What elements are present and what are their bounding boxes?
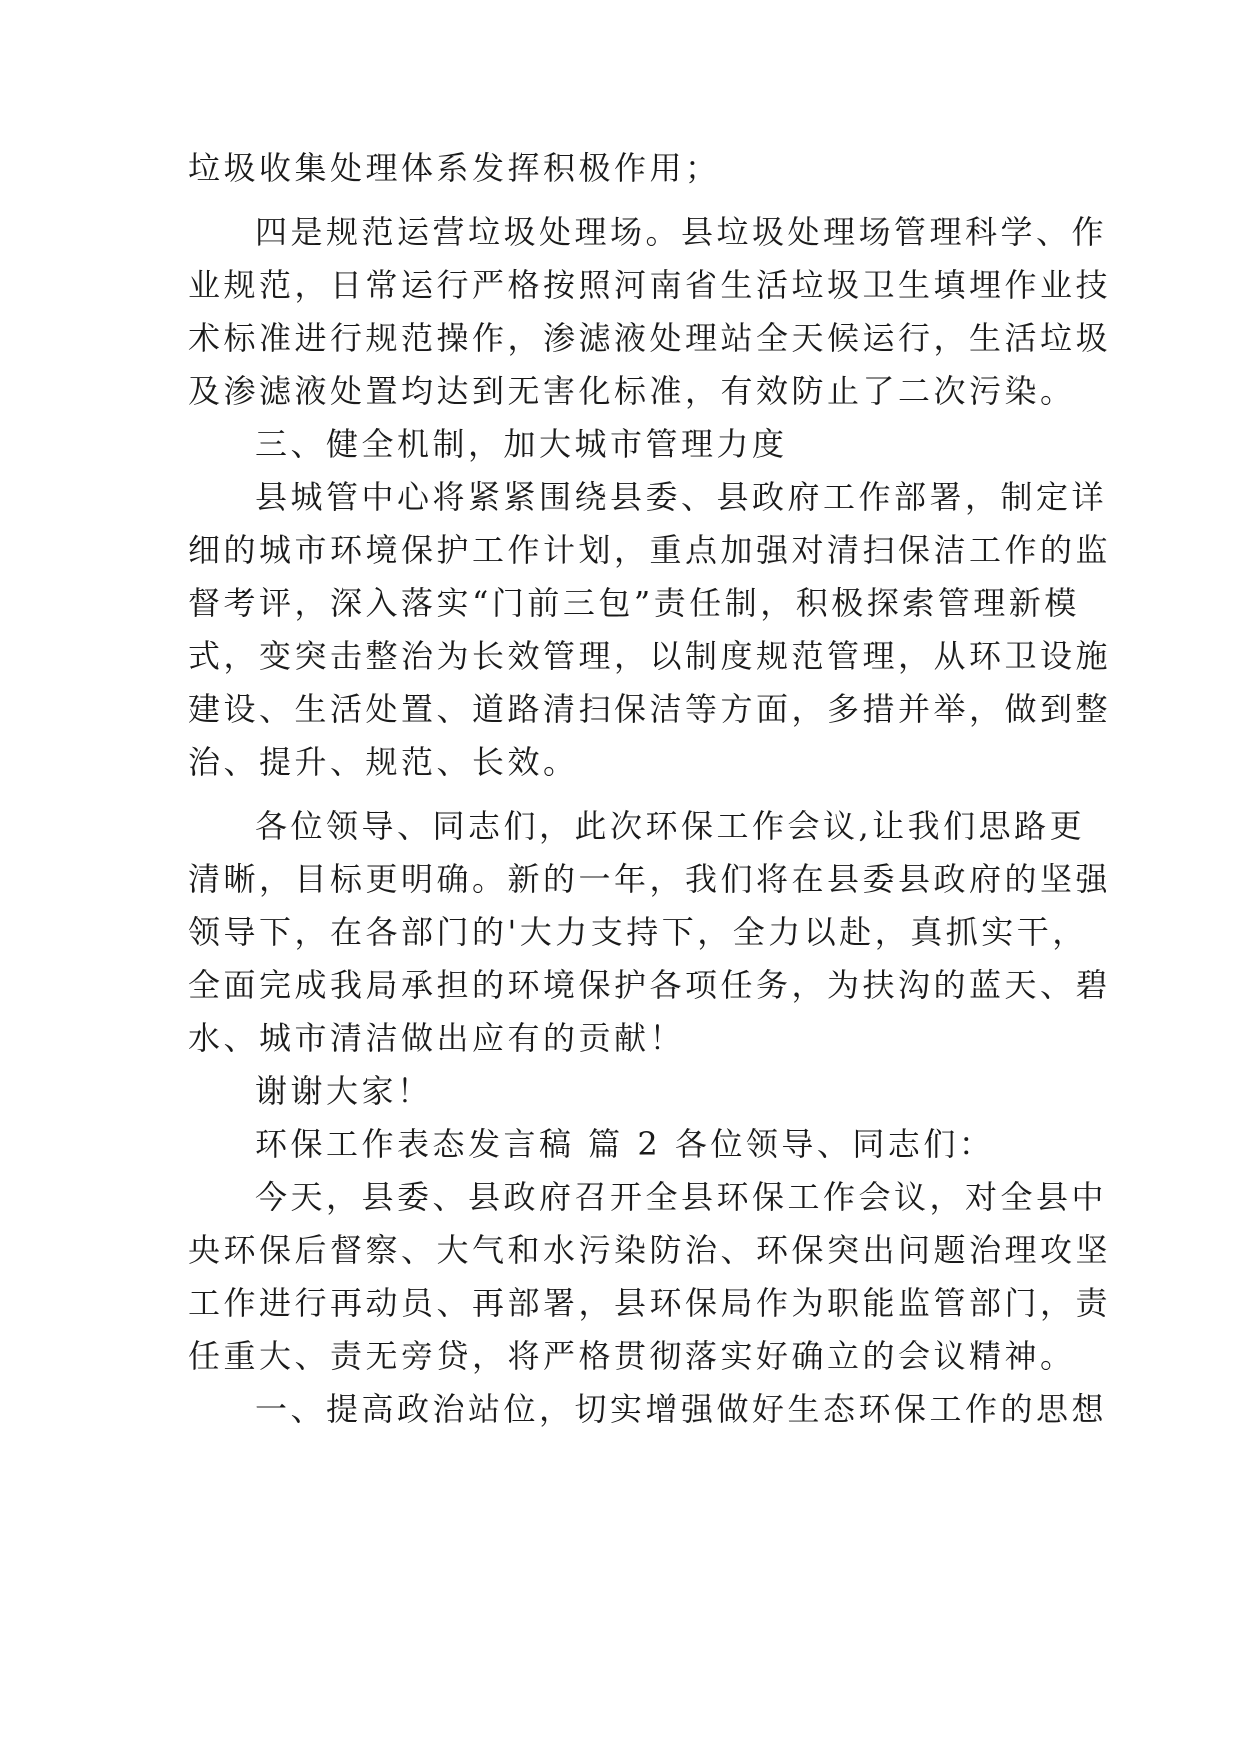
text-line: 四是规范运营垃圾处理场。县垃圾处理场管理科学、作: [255, 213, 1108, 251]
text-line: 业规范，日常运行严格按照河南省生活垃圾卫生填埋作业技: [188, 266, 1112, 304]
section-heading: 一、提高政治站位，切实增强做好生态环保工作的思想: [255, 1390, 1108, 1428]
section-heading: 环保工作表态发言稿 篇 2 各位领导、同志们：: [255, 1125, 995, 1163]
text-line: 及渗滤液处置均达到无害化标准，有效防止了二次污染。: [188, 372, 1076, 410]
text-line: 工作进行再动员、再部署，县环保局作为职能监管部门，责: [188, 1284, 1112, 1322]
text-line: 建设、生活处置、道路清扫保洁等方面，多措并举，做到整: [188, 690, 1112, 728]
text-line: 清晰，目标更明确。新的一年，我们将在县委县政府的坚强: [188, 860, 1112, 898]
text-line: 任重大、责无旁贷，将严格贯彻落实好确立的会议精神。: [188, 1337, 1076, 1375]
text-line: 今天，县委、县政府召开全县环保工作会议，对全县中: [255, 1178, 1108, 1216]
text-line: 领导下，在各部门的'大力支持下，全力以赴，真抓实干，: [188, 913, 1088, 951]
text-line: 谢谢大家！: [255, 1072, 433, 1110]
text-line: 式，变突击整治为长效管理，以制度规范管理，从环卫设施: [188, 637, 1112, 675]
text-line: 细的城市环境保护工作计划，重点加强对清扫保洁工作的监: [188, 531, 1112, 569]
text-line: 治、提升、规范、长效。: [188, 743, 579, 781]
text-line: 水、城市清洁做出应有的贡献！: [188, 1019, 686, 1057]
text-line: 督考评，深入落实“门前三包”责任制，积极探索管理新模: [188, 584, 1080, 622]
section-heading: 三、健全机制，加大城市管理力度: [255, 425, 788, 463]
text-line: 垃圾收集处理体系发挥积极作用；: [188, 149, 721, 187]
text-line: 央环保后督察、大气和水污染防治、环保突出问题治理攻坚: [188, 1231, 1112, 1269]
text-line: 术标准进行规范操作，渗滤液处理站全天候运行，生活垃圾: [188, 319, 1112, 357]
text-line: 各位领导、同志们，此次环保工作会议,让我们思路更: [255, 807, 1086, 845]
text-line: 县城管中心将紧紧围绕县委、县政府工作部署，制定详: [255, 478, 1108, 516]
text-line: 全面完成我局承担的环境保护各项任务，为扶沟的蓝天、碧: [188, 966, 1112, 1004]
